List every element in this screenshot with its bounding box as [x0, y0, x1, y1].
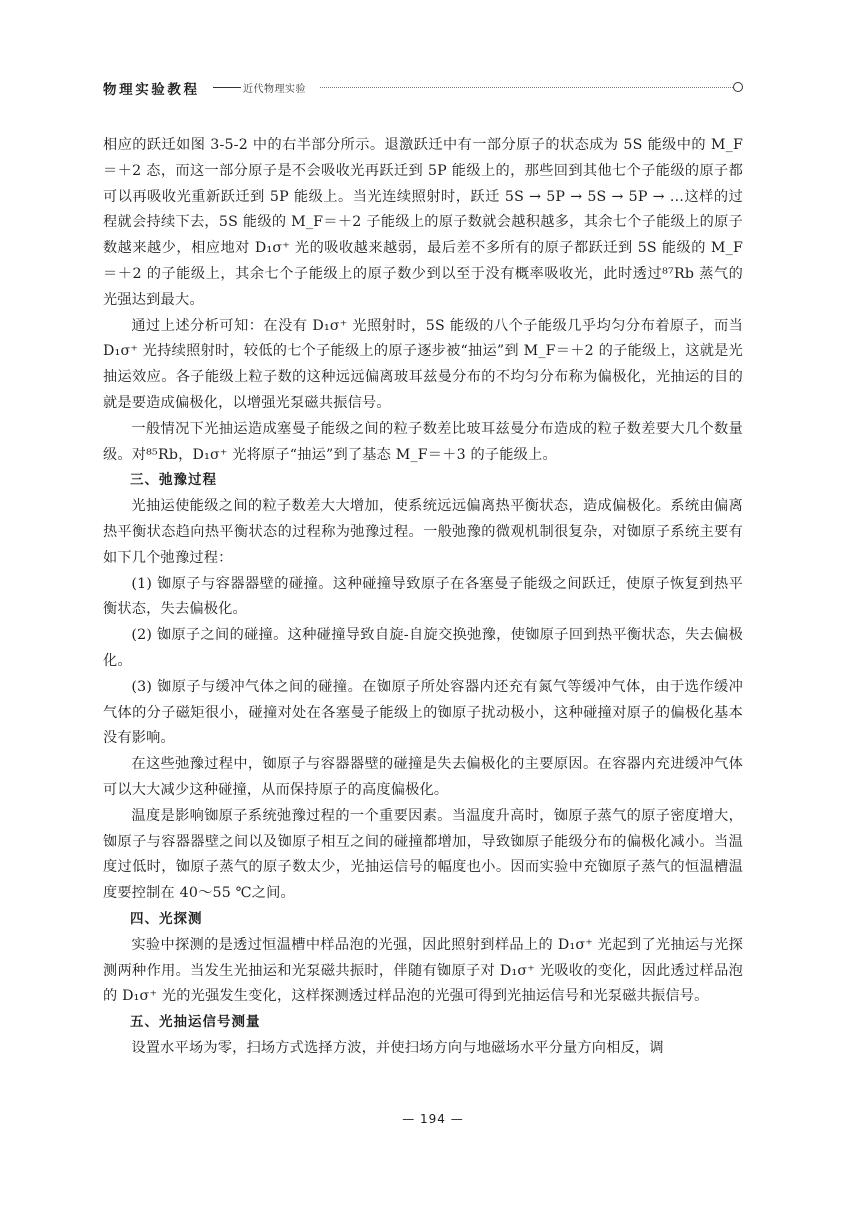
paragraph: 相应的跃迁如图 3-5-2 中的右半部分所示。退激跃迁中有一部分原子的状态成为 5S 能级中的 M_F＝＋2 态，而这一部分原子是不会吸收光再跃迁到 5P 能级上的，那些回到其他七个子能级的原子都可以再吸收光重新跃迁到 5P 能级上。当光连续照射时，跃迁 5S → 5P → 5S → 5P → …这样的过程就会持续下去，5S 能级的 M_F＝＋2 子能级上的原子数就会越积越多，其余七个子能级上的原子数越来越少，相应地对 D₁σ⁺ 光的吸收越来越弱，最后差不多所有的原子都跃迁到 5S 能级的 M_F＝＋2 的子能级上，其余七个子能级上的原子数少到以至于没有概率吸收光，此时透过⁸⁷Rb 蒸气的光强达到最大。	[103, 137, 743, 308]
running-header	[103, 76, 743, 98]
section-heading: 三、弛豫过程	[130, 472, 217, 489]
page-number: — 194 —	[402, 1112, 464, 1126]
chapter-subtitle: 近代物理实验	[243, 84, 306, 95]
paragraph: 温度是影响铷原子系统弛豫过程的一个重要因素。当温度升高时，铷原子蒸气的原子密度增大，铷原子与容器器壁之间以及铷原子相互之间的碰撞都增加，导致铷原子能级分布的偏极化减小。当温度过低时，铷原子蒸气的原子数太少，光抽运信号的幅度也小。因而实验中充铷原子蒸气的恒温槽温度要控制在 40～55 ℃之间。	[103, 807, 743, 902]
paragraph: 一般情况下光抽运造成塞曼子能级之间的粒子数差比玻耳兹曼分布造成的粒子数差要大几个数量级。对⁸⁵Rb，D₁σ⁺ 光将原子“抽运”到了基态 M_F＝＋3 的子能级上。	[103, 420, 743, 463]
paragraph: 光抽运使能级之间的粒子数差大大增加，使系统远远偏离热平衡状态，造成偏极化。系统由偏离热平衡状态趋向热平衡状态的过程称为弛豫过程。一般弛豫的微观机制很复杂，对铷原子系统主要有如下几个弛豫过程：	[103, 498, 743, 566]
paragraph: 在这些弛豫过程中，铷原子与容器器壁的碰撞是失去偏极化的主要原因。在容器内充进缓冲气体可以大大减少这种碰撞，从而保持原子的高度偏极化。	[103, 756, 743, 798]
section-heading: 五、光抽运信号测量	[130, 1014, 261, 1031]
paragraph: 通过上述分析可知：在没有 D₁σ⁺ 光照射时，5S 能级的八个子能级几乎均匀分布着原子，而当 D₁σ⁺ 光持续照射时，较低的七个子能级上的原子逐步被“抽运”到 M_F＝＋2 的子能级上，这就是光抽运效应。各子能级上粒子数的这种远远偏离玻耳兹曼分布的不均匀分布称为偏极化，光抽运的目的就是要造成偏极化，以增强光泵磁共振信号。	[103, 317, 743, 411]
header-dash-rule	[213, 87, 241, 88]
paragraph: 设置水平场为零，扫场方式选择方波，并使扫场方向与地磁场水平分量方向相反，调	[131, 1039, 664, 1056]
list-item: (1) 铷原子与容器器壁的碰撞。这种碰撞导致原子在各塞曼子能级之间跃迁，使原子恢复到热平衡状态，失去偏极化。	[103, 575, 743, 618]
header-dotted-rule	[320, 87, 733, 88]
section-heading: 四、光探测	[130, 910, 203, 927]
book-title: 物理实验教程	[103, 82, 200, 98]
list-item: (3) 铷原子与缓冲气体之间的碰撞。在铷原子所处容器内还充有氮气等缓冲气体，由于选作缓冲气体的分子磁矩很小，碰撞对处在各塞曼子能级上的铷原子扰动极小，这种碰撞对原子的偏极化基本没有影响。	[103, 678, 743, 747]
list-item: (2) 铷原子之间的碰撞。这种碰撞导致自旋-自旋交换弛豫，使铷原子回到热平衡状态，失去偏极化。	[103, 627, 743, 669]
paragraph: 实验中探测的是透过恒温槽中样品泡的光强，因此照射到样品上的 D₁σ⁺ 光起到了光抽运与光探测两种作用。当发生光抽运和光泵磁共振时，伴随有铷原子对 D₁σ⁺ 光吸收的变化，因此透过样品泡的 D₁σ⁺ 光的光强发生变化，这样探测透过样品泡的光强可得到光抽运信号和光泵磁共振信号。	[103, 936, 743, 1005]
header-circle-ornament	[733, 82, 743, 92]
page-body	[103, 133, 743, 1062]
